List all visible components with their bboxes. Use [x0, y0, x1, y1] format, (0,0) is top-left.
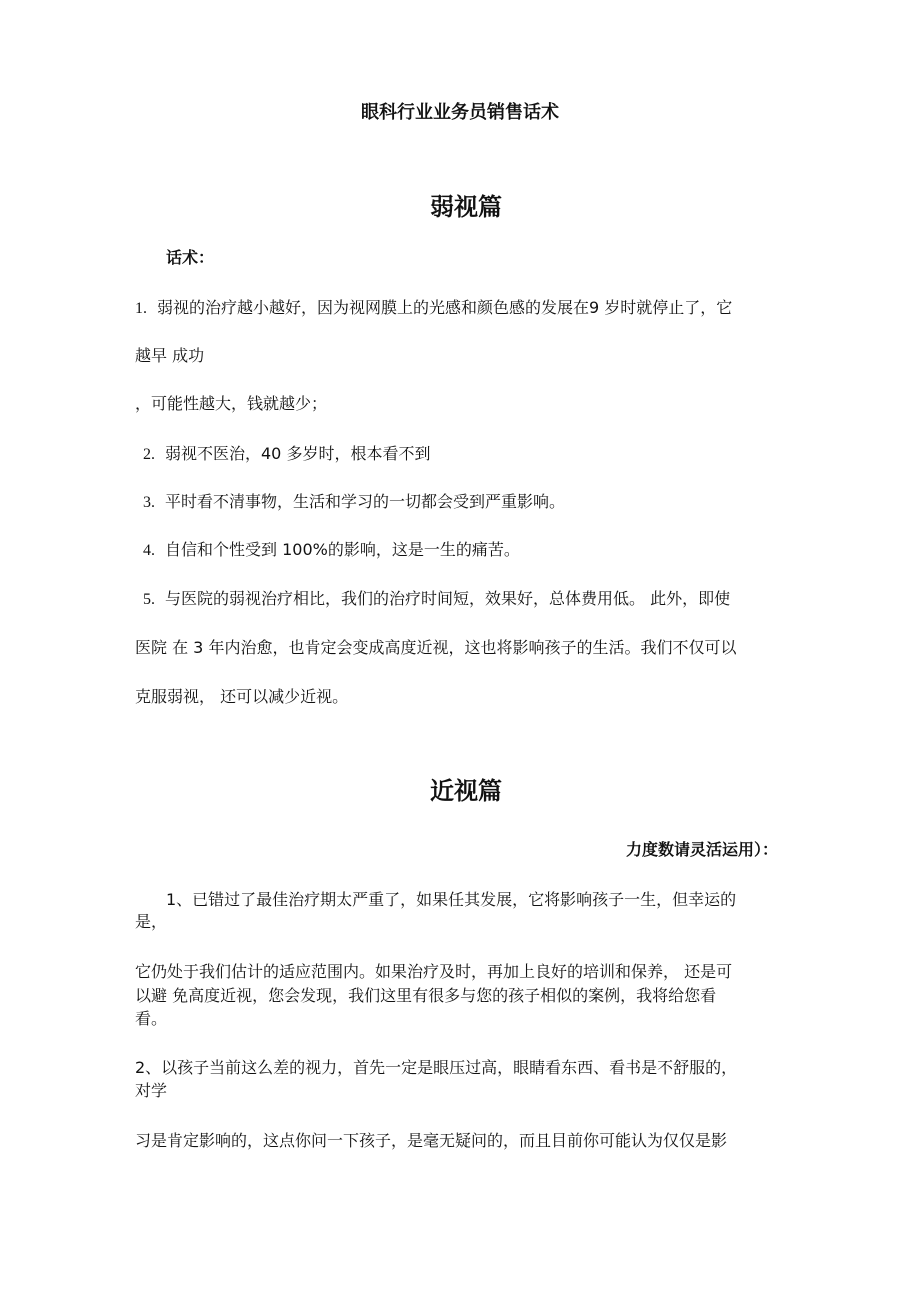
point-number: 4.	[143, 542, 155, 559]
myopia-point-1: 1、已错过了最佳治疗期太严重了，如果任其发展，它将影响孩子一生，但幸运的	[166, 890, 737, 909]
point-text: 弱视不医治，40 多岁时，根本看不到	[165, 444, 431, 463]
amblyopia-point-1-cont: 越早 成功	[135, 346, 205, 365]
amblyopia-point-4	[143, 539, 520, 562]
amblyopia-point-1-cont: ，可能性越大，钱就越少；	[135, 394, 328, 413]
amblyopia-point-5-cont: 克服弱视， 还可以减少近视。	[135, 687, 349, 706]
point-text: 与医院的弱视治疗相比，我们的治疗时间短，效果好，总体费用低。 此外，即使	[165, 589, 731, 608]
point-text: 自信和个性受到 100%的影响，这是一生的痛苦。	[165, 540, 520, 559]
myopia-point-1-cont: 看。	[135, 1009, 168, 1028]
point-text: 平时看不清事物，生活和学习的一切都会受到严重影响。	[165, 492, 566, 511]
script-label: 话术：	[166, 248, 215, 267]
myopia-point-2: 2、以孩子当前这么差的视力，首先一定是眼压过高，眼睛看东西、看书是不舒服的，	[135, 1058, 738, 1077]
myopia-point-1-cont: 它仍处于我们估计的适应范围内。如果治疗及时，再加上良好的培训和保养， 还是可	[135, 962, 733, 981]
amblyopia-point-1	[135, 297, 732, 320]
myopia-label: 力度数请灵活运用）：	[625, 840, 778, 859]
myopia-point-2-cont: 习是肯定影响的，这点你问一下孩子，是毫无疑问的，而且目前你可能认为仅仅是影	[135, 1131, 728, 1150]
myopia-point-2-cont: 对学	[135, 1081, 168, 1100]
point-text: 弱视的治疗越小越好，因为视网膜上的光感和颜色感的发展在9 岁时就停止了，它	[157, 298, 733, 317]
myopia-point-1-cont: 以避 免高度近视，您会发现，我们这里有很多与您的孩子相似的案例，我将给您看	[135, 986, 717, 1005]
amblyopia-point-5-cont: 医院 在 3 年内治愈，也肯定会变成高度近视，这也将影响孩子的生活。我们不仅可以	[135, 638, 737, 657]
point-number: 3.	[143, 494, 155, 511]
section-heading-myopia: 近视篇	[430, 777, 502, 805]
point-number: 5.	[143, 591, 155, 608]
myopia-point-1-cont: 是，	[135, 912, 168, 931]
document-title: 眼科行业业务员销售话术	[361, 102, 559, 123]
amblyopia-point-3	[143, 491, 565, 514]
point-number: 2.	[143, 446, 155, 463]
amblyopia-point-2	[143, 443, 430, 466]
section-heading-amblyopia: 弱视篇	[430, 193, 502, 221]
amblyopia-point-5	[143, 588, 730, 611]
point-number: 1.	[135, 300, 147, 317]
